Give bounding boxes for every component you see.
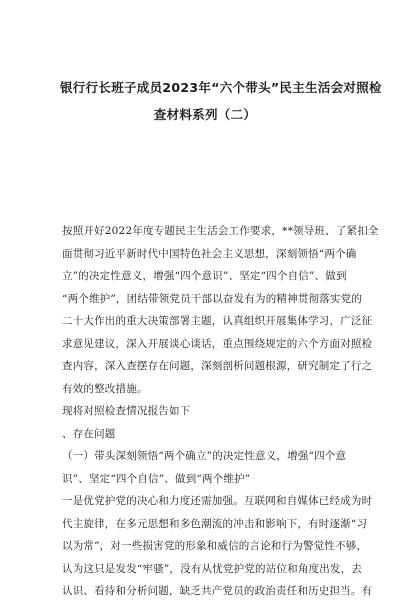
document-title (60, 74, 382, 128)
text-line: 查内容，深入查摆存在问题，深刻剖析问题根源，研究制定了行之 (62, 360, 373, 372)
document-body (62, 220, 379, 603)
text-line: 按照开好2022年度专题民主生活会工作要求，**领导班、了紧扣全 (62, 225, 379, 237)
text-line: 二十大作出的重大决策部署主题，认真组织开展集体学习，广泛征 (62, 315, 373, 327)
report-lead-paragraph (62, 400, 352, 423)
title-line: 银行行长班子成员2023年“六个带头”民主生活会对照检 (60, 80, 382, 95)
text-line: 求意见建议，深入开展谈心谈话，重点围绕规定的六个方面对照检 (62, 337, 373, 350)
text-line: 立”的决定性意义，增强“四个意识”、坚定“四个自信”、做到 (62, 270, 347, 282)
intro-paragraph (62, 220, 379, 400)
text-line: 代主旋律，在多元思想和多色潮流的冲击和影响下，有时逐渐“习 (62, 517, 368, 530)
text-line: 识”、坚定“四个自信”、做到“两个维护” (62, 472, 251, 485)
text-line: 认为这只是发发“牢骚”，没有从忧党护党的站位和角度出发，去 (62, 562, 363, 575)
text-line: 以为常”，对一些损害党的形象和威信的言论和行为警觉性不够， (62, 540, 368, 552)
text-line: 认识、看待和分析问题，缺乏共产党员的政治责任和历史担当。有 (62, 585, 373, 597)
text-line: 面贯彻习近平新时代中国特色社会主义思想，深刻领悟“两个确 (62, 247, 357, 260)
text-line: “两个维护”，团结带领党员干部以奋发有为的精神贯彻落实党的 (62, 292, 363, 305)
text-line: 现将对照检查情况报告如下 (62, 405, 191, 417)
text-line: 、存在问题 (62, 427, 116, 440)
section-heading (62, 423, 352, 446)
title-line: 查材料系列（二） (153, 107, 257, 122)
body-paragraph (62, 490, 373, 603)
text-line: （一）带头深刻领悟“两个确立”的决定性意义，增强“四个意 (62, 450, 347, 462)
subsection-heading (62, 445, 352, 490)
text-line: 有效的整改措施。 (62, 382, 148, 395)
text-line: 一是优党护党的决心和力度还需加强。互联网和自媒体已经成为时 (62, 495, 373, 507)
